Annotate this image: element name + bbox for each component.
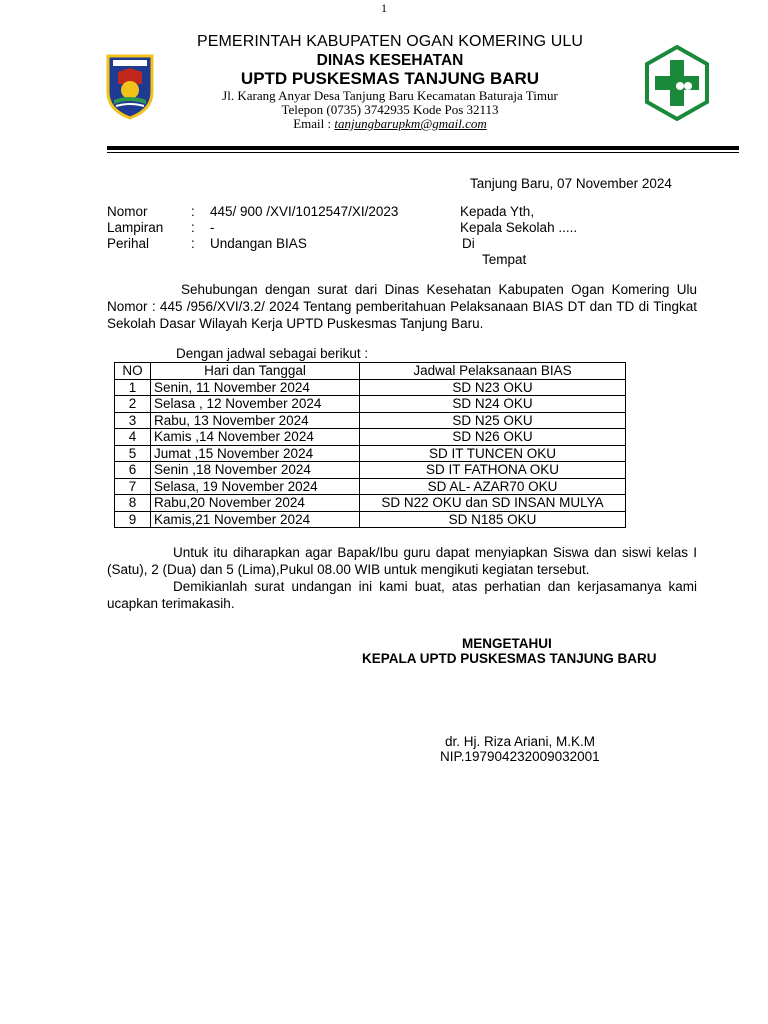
table-cell-school: SD N25 OKU bbox=[360, 412, 626, 429]
table-header-row bbox=[115, 363, 626, 380]
kop-address: Jl. Karang Anyar Desa Tanjung Baru Kecamatan Baturaja Timur bbox=[222, 88, 558, 103]
table-cell-school: SD N22 OKU dan SD INSAN MULYA bbox=[360, 495, 626, 512]
kop-agency: DINAS KESEHATAN bbox=[316, 52, 464, 69]
kop-unit: UPTD PUSKESMAS TANJUNG BARU bbox=[240, 69, 540, 88]
body-paragraph-2 bbox=[107, 544, 697, 578]
body-paragraph-3-text: Demikianlah surat undangan ini kami buat, atas perhatian dan kerjasamanya kami ucapkan terimakasih. bbox=[107, 579, 697, 611]
body-paragraph-3 bbox=[107, 578, 697, 612]
table-cell-school: SD IT TUNCEN OKU bbox=[360, 445, 626, 462]
meta-value-nomor: 445/ 900 /XVI/1012547/XI/2023 bbox=[210, 204, 399, 219]
meta-label-perihal: Perihal bbox=[107, 236, 150, 251]
body-paragraph-1-text: Sehubungan dengan surat dari Dinas Kesehatan Kabupaten Ogan Komering Ulu Nomor : 445 /956/XVI/3.2/ 2024 Tentang pemberitahuan Pelaksanaan BIAS DT dan TD di Tingkat Sekolah Dasar Wilayah Kerja UPTD Puskesmas Tanjung Baru. bbox=[107, 282, 697, 331]
meta-label-lampiran: Lampiran bbox=[107, 220, 164, 235]
kop-email-link[interactable]: tanjungbarupkm@gmail.com bbox=[334, 116, 487, 131]
table-cell-date: Kamis,21 November 2024 bbox=[151, 511, 360, 528]
table-header-date: Hari dan Tanggal bbox=[151, 363, 360, 380]
table-row bbox=[115, 478, 626, 495]
kop-phone: Telepon (0735) 3742935 Kode Pos 32113 bbox=[281, 102, 499, 117]
signature-name: dr. Hj. Riza Ariani, M.K.M bbox=[445, 734, 596, 749]
letterhead-divider bbox=[107, 146, 739, 150]
table-cell-school: SD N26 OKU bbox=[360, 429, 626, 446]
schedule-table bbox=[114, 362, 626, 528]
table-cell-date: Kamis ,14 November 2024 bbox=[151, 429, 360, 446]
table-cell-school: SD N23 OKU bbox=[360, 379, 626, 396]
meta-label-nomor: Nomor bbox=[107, 204, 148, 219]
table-row bbox=[115, 429, 626, 446]
body-paragraph-1 bbox=[107, 281, 697, 332]
recipient-line-3: Di bbox=[462, 236, 475, 251]
table-header-school: Jadwal Pelaksanaan BIAS bbox=[360, 363, 626, 380]
signature-title-1: MENGETAHUI bbox=[462, 636, 552, 651]
letter-date: Tanjung Baru, 07 November 2024 bbox=[470, 176, 672, 191]
table-row bbox=[115, 412, 626, 429]
table-cell-school: SD N185 OKU bbox=[360, 511, 626, 528]
table-cell-no: 7 bbox=[115, 478, 151, 495]
table-cell-school: SD N24 OKU bbox=[360, 396, 626, 413]
table-row bbox=[115, 511, 626, 528]
recipient-line-1: Kepada Yth, bbox=[460, 204, 535, 219]
meta-value-lampiran: - bbox=[210, 220, 215, 235]
kop-government: PEMERINTAH KABUPATEN OGAN KOMERING ULU bbox=[196, 33, 584, 50]
table-header-no: NO bbox=[115, 363, 151, 380]
signature-title-2: KEPALA UPTD PUSKESMAS TANJUNG BARU bbox=[362, 651, 657, 666]
table-cell-school: SD AL- AZAR70 OKU bbox=[360, 478, 626, 495]
recipient-line-2: Kepala Sekolah ..... bbox=[460, 220, 578, 235]
table-row bbox=[115, 379, 626, 396]
table-cell-date: Jumat ,15 November 2024 bbox=[151, 445, 360, 462]
table-cell-no: 9 bbox=[115, 511, 151, 528]
table-cell-date: Rabu,20 November 2024 bbox=[151, 495, 360, 512]
table-cell-school: SD IT FATHONA OKU bbox=[360, 462, 626, 479]
table-cell-date: Senin ,18 November 2024 bbox=[151, 462, 360, 479]
table-cell-no: 4 bbox=[115, 429, 151, 446]
table-cell-no: 3 bbox=[115, 412, 151, 429]
kop-email bbox=[150, 116, 630, 132]
table-cell-no: 5 bbox=[115, 445, 151, 462]
table-row bbox=[115, 445, 626, 462]
table-cell-date: Senin, 11 November 2024 bbox=[151, 379, 360, 396]
table-cell-no: 8 bbox=[115, 495, 151, 512]
table-cell-date: Selasa, 19 November 2024 bbox=[151, 478, 360, 495]
regency-seal-logo bbox=[104, 50, 156, 120]
table-row bbox=[115, 396, 626, 413]
table-cell-date: Rabu, 13 November 2024 bbox=[151, 412, 360, 429]
meta-sep-perihal: : bbox=[191, 236, 195, 251]
table-row bbox=[115, 462, 626, 479]
letterhead-divider-thin bbox=[107, 152, 739, 153]
body-paragraph-2-text: Untuk itu diharapkan agar Bapak/Ibu guru dapat menyiapkan Siswa dan siswi kelas I (Satu), 2 (Dua) dan 5 (Lima),Pukul 08.00 WIB untuk mengikuti kegiatan tersebut. bbox=[107, 545, 697, 577]
meta-sep-nomor: : bbox=[191, 204, 195, 219]
meta-value-perihal: Undangan BIAS bbox=[210, 236, 307, 251]
table-row bbox=[115, 495, 626, 512]
meta-sep-lampiran: : bbox=[191, 220, 195, 235]
recipient-line-4: Tempat bbox=[482, 252, 527, 267]
table-cell-no: 1 bbox=[115, 379, 151, 396]
table-cell-no: 2 bbox=[115, 396, 151, 413]
signature-nip: NIP.197904232009032001 bbox=[440, 749, 600, 764]
puskesmas-logo bbox=[643, 44, 711, 122]
page-number: 1 bbox=[381, 1, 387, 15]
table-cell-date: Selasa , 12 November 2024 bbox=[151, 396, 360, 413]
kop-email-label: Email : bbox=[293, 116, 335, 131]
schedule-intro: Dengan jadwal sebagai berikut : bbox=[176, 346, 369, 361]
table-cell-no: 6 bbox=[115, 462, 151, 479]
